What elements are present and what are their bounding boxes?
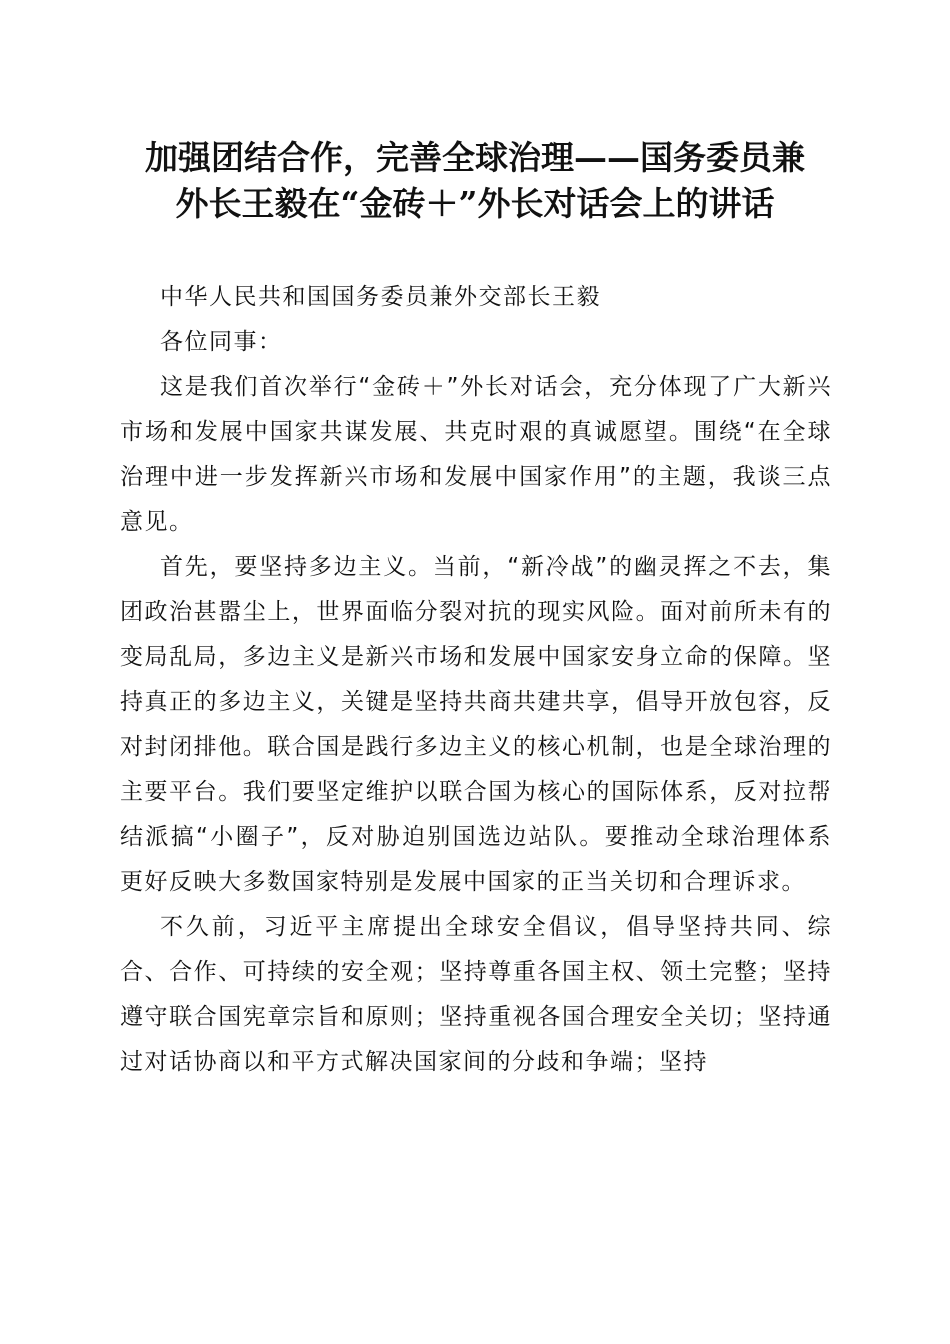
paragraph-intro: 这是我们首次举行“金砖＋”外长对话会，充分体现了广大新兴市场和发展中国家共谋发展、共克时艰的真诚愿望。围绕“在全球治理中进一步发挥新兴市场和发展中国家作用”的主题，我谈三点意见。 (120, 374, 832, 535)
salutation: 各位同事： (160, 329, 283, 355)
speaker-line: 中华人民共和国国务委员兼外交部长王毅 (160, 284, 601, 310)
document-title (110, 135, 840, 227)
document-body (120, 275, 832, 1085)
title-line-2: 外长王毅在“金砖＋”外长对话会上的讲话 (175, 184, 775, 223)
paragraph-security-initiative: 不久前，习近平主席提出全球安全倡议，倡导坚持共同、综合、合作、可持续的安全观；坚持尊重各国主权、领土完整；坚持遵守联合国宪章宗旨和原则；坚持重视各国合理安全关切；坚持通过对话协商以和平方式解决国家间的分歧和争端；坚持 (120, 914, 832, 1075)
title-line-1: 加强团结合作，完善全球治理——国务委员兼 (145, 138, 805, 177)
paragraph-multilateralism: 首先，要坚持多边主义。当前，“新冷战”的幽灵挥之不去，集团政治甚嚣尘上，世界面临分裂对抗的现实风险。面对前所未有的变局乱局，多边主义是新兴市场和发展中国家安身立命的保障。坚持真正的多边主义，关键是坚持共商共建共享，倡导开放包容，反对封闭排他。联合国是践行多边主义的核心机制，也是全球治理的主要平台。我们要坚定维护以联合国为核心的国际体系，反对拉帮结派搞“小圈子”，反对胁迫别国选边站队。要推动全球治理体系更好反映大多数国家特别是发展中国家的正当关切和合理诉求。 (120, 554, 832, 895)
